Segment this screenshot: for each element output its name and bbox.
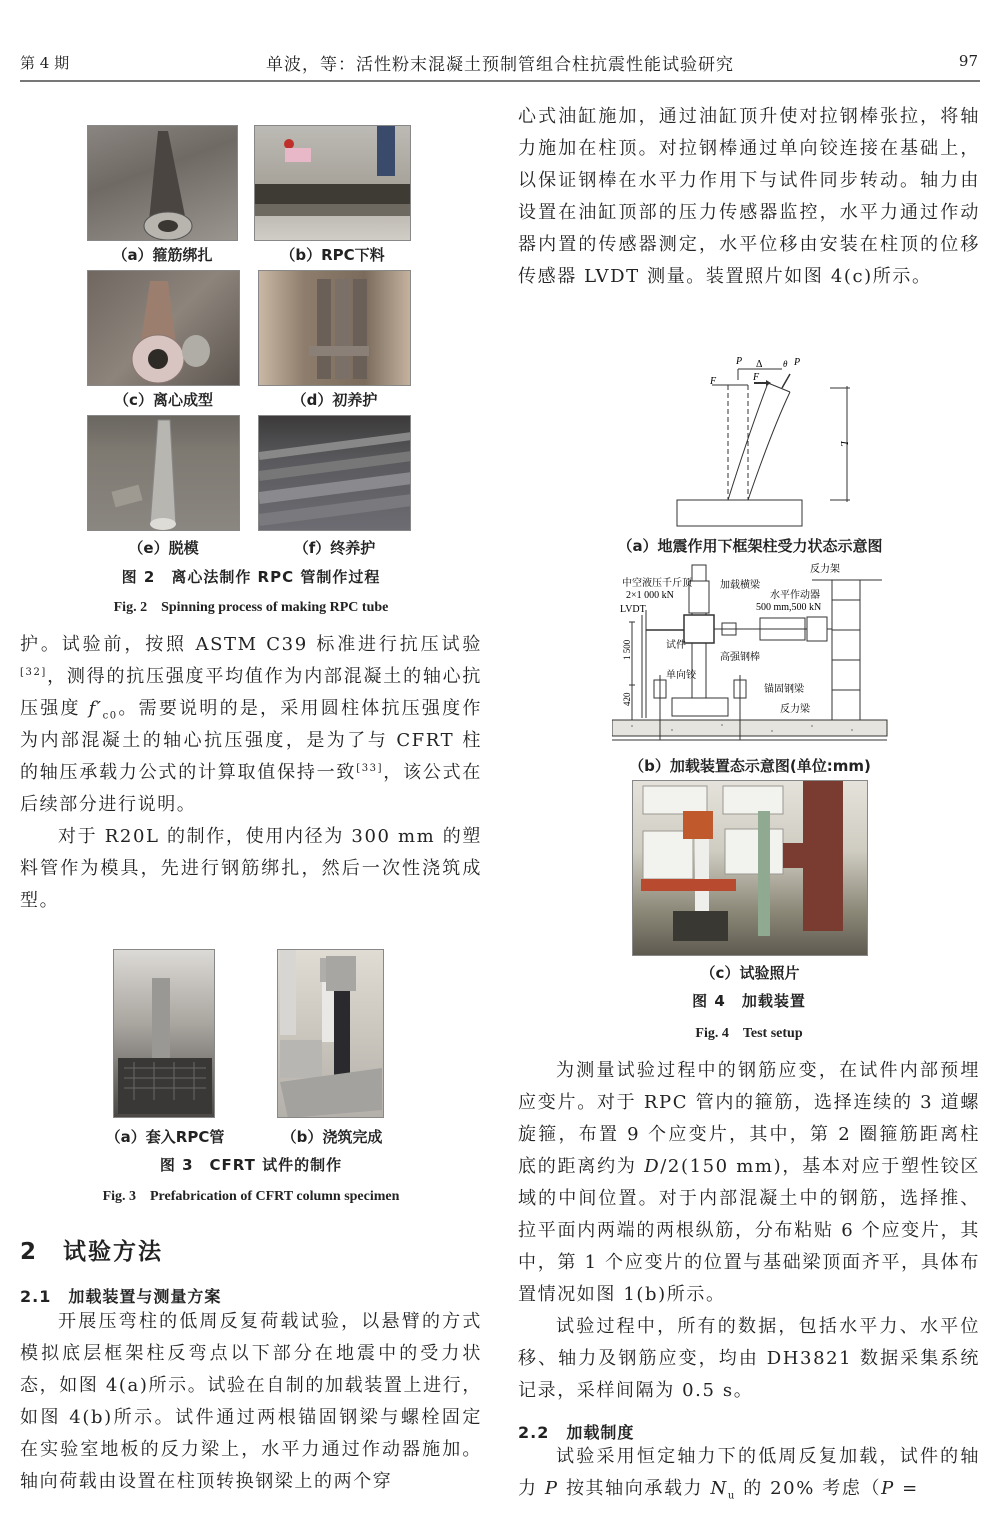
workers-image — [255, 126, 411, 241]
dimension-420: 420 — [622, 692, 632, 706]
fig2d-label: （d）初养护 — [291, 391, 378, 409]
paragraph-r20l: 对于 R20L 的制作，使用内径为 300 mm 的塑料管作为模具，先进行钢筋绑扎，然后一次性浇筑成型。 — [20, 826, 482, 911]
running-header — [20, 52, 980, 82]
photo-initial-curing — [258, 270, 411, 386]
label-jack-capacity: 2×1 000 kN — [626, 590, 674, 601]
cast-columns-image — [278, 950, 384, 1118]
curing-pit-image — [259, 271, 411, 386]
label-reaction-beam: 反力梁 — [780, 704, 810, 715]
centrifuge-image — [88, 271, 240, 386]
rotation-theta: θ — [783, 359, 788, 369]
section-2-2-heading: 2.2 加载制度 — [518, 1423, 635, 1442]
fig2f-label: （f）终养护 — [293, 539, 376, 557]
figure-4b-diagram — [612, 560, 892, 750]
paragraph-loading-protocol: 试验采用恒定轴力下的低周反复加载，试件的轴力 P 按其轴向承载力 $N_u$ 的 20% 考虑（P = — [518, 1446, 980, 1502]
cantilever-force-diagram — [600, 350, 900, 535]
fig4b-label: （b）加载装置态示意图(单位:mm) — [629, 757, 871, 775]
fig2c-label: （c）离心成型 — [114, 391, 213, 409]
right-text-block-1 — [518, 101, 980, 293]
page-number: 97 — [958, 52, 978, 70]
running-title: 单波，等：活性粉末混凝土预制管组合柱抗震性能试验研究 — [266, 55, 734, 75]
left-text-block-1 — [20, 629, 482, 917]
citation-32[interactable]: [32] — [20, 667, 47, 678]
loading-setup-diagram — [612, 560, 892, 750]
fig2-caption-en: Fig. 2 Spinning process of making RPC tube — [113, 600, 389, 615]
symbol-D: D — [644, 1156, 661, 1177]
length-L: L — [838, 441, 849, 447]
label-high-strength-rod: 高强钢棒 — [720, 652, 760, 663]
label-hinge: 单向铰 — [666, 670, 696, 681]
label-specimen: 试件 — [666, 640, 686, 651]
paragraph-loading-setup: 开展压弯柱的低周反复荷载试验，以悬臂的方式模拟底层框架柱反弯点以下部分在地震中的受力状态，如图 4(a)所示。试验在自制的加载装置上进行，如图 4(b)所示。试件通过两根锚固钢梁与螺栓固定在实验室地板的反力梁上，水平力通过作动器施加。轴向荷载由设置在柱顶转换钢梁上的两个穿 — [20, 1311, 482, 1492]
paragraph-compression-test: 护。试验前，按照 ASTM C39 标准进行抗压试验[32]，测得的抗压强度平均值作为内部混凝土的轴心抗压强度 $f'_{c0}$。需要说明的是，采用圆柱体抗压强度作为内部混凝土的轴心抗压强度，是为了与 CFRT 柱的轴压承载力公式的计算取值保持一致[33]，该公式在后续部分进行说明。 — [20, 634, 483, 815]
lab-setup-image — [633, 781, 868, 956]
figure-4a-diagram — [600, 350, 900, 535]
label-lvdt: LVDT — [620, 604, 646, 615]
photo-insert-rpc-tube — [113, 949, 215, 1118]
photo-rpc-feeding — [254, 125, 411, 241]
right-text-block-3 — [518, 1441, 980, 1505]
label-actuator-spec: 500 mm,500 kN — [756, 602, 822, 613]
fig3b-label: （b）浇筑完成 — [281, 1128, 383, 1146]
paragraph-strain-gauges: 为测量试验过程中的钢筋应变，在试件内部预埋应变片。对于 RPC 管内的箍筋，选择连续的 3 道螺旋箍，布置 9 个应变片，其中，第 2 圈箍筋距离柱底的距离约为 D/2(150 mm)，基本对应于塑性铰区域的中间位置。对于内部混凝土中的钢筋，选择推、拉平面内两端的两根纵筋，分布粘贴 6 个应变片，其中，第 1 个应变片的位置与基础梁顶面齐平，具体布置情况如图 1(b)所示。 — [518, 1060, 980, 1305]
tube-image — [88, 126, 238, 241]
fig4c-label: （c）试验照片 — [700, 964, 800, 982]
fig3-caption-en: Fig. 3 Prefabrication of CFRT column specimen — [102, 1189, 400, 1204]
label-anchor-beam: 锚固钢梁 — [764, 684, 804, 695]
citation-33[interactable]: [33] — [356, 763, 384, 774]
label-loading-beam: 加载横梁 — [720, 580, 760, 591]
photo-centrifugal-forming — [87, 270, 240, 386]
photo-casting-complete — [277, 949, 384, 1118]
section-2-1-heading: 2.1 加载装置与测量方案 — [20, 1287, 222, 1306]
load-P-right: P — [794, 357, 801, 368]
tubes-stack-image — [259, 416, 411, 531]
demolded-tube-image — [88, 416, 240, 531]
photo-test-setup — [632, 780, 868, 956]
label-reaction-frame: 反力架 — [810, 564, 840, 575]
photo-stirrup-binding — [87, 125, 238, 241]
photo-demolding — [87, 415, 240, 531]
tube-in-cage-image — [114, 950, 215, 1118]
section-2-heading: 2 试验方法 — [20, 1239, 164, 1265]
left-text-block-2 — [20, 1306, 482, 1498]
fig2a-label: （a）箍筋绑扎 — [112, 246, 213, 264]
fig4a-label: （a）地震作用下框架柱受力状态示意图 — [617, 537, 883, 555]
force-F-left: F — [710, 376, 717, 387]
paragraph-data-acquisition: 试验过程中，所有的数据，包括水平力、水平位移、轴力及钢筋应变，均由 DH3821 数据采集系统记录，采样间隔为 0.5 s。 — [518, 1316, 980, 1401]
fig2-caption-cn: 图 2 离心法制作 RPC 管制作过程 — [121, 568, 381, 586]
photo-final-curing — [258, 415, 411, 531]
force-F-right: F — [753, 372, 760, 383]
fig2e-label: （e）脱模 — [128, 539, 199, 557]
fig3-caption-cn: 图 3 CFRT 试件的制作 — [159, 1156, 343, 1174]
fig2b-label: （b）RPC下料 — [280, 246, 385, 264]
displacement-delta: Δ — [756, 359, 763, 370]
load-P-left: P — [736, 356, 743, 367]
fig4-caption-cn: 图 4 加载装置 — [692, 992, 806, 1010]
issue-number: 第 4 期 — [20, 54, 70, 72]
fig3a-label: （a）套入RPC管 — [105, 1128, 225, 1146]
paragraph-axial-load: 心式油缸施加，通过油缸顶升使对拉钢棒张拉，将轴力施加在柱顶。对拉钢棒通过单向铰连接在基础上，以保证钢棒在水平力作用下与试件同步转动。轴力由设置在油缸顶部的压力传感器监控，水平力通过作动器内置的传感器测定，水平位移由安装在柱顶的位移传感器 LVDT 测量。装置照片如图 4(c)所示。 — [518, 106, 980, 287]
dimension-1500: 1 500 — [622, 639, 632, 660]
label-actuator: 水平作动器 — [770, 590, 820, 601]
fig4-caption-en: Fig. 4 Test setup — [695, 1026, 803, 1041]
right-text-block-2 — [518, 1055, 980, 1407]
label-hollow-jack: 中空液压千斤顶 — [622, 578, 692, 589]
symbol-fc0: f′ — [88, 698, 103, 719]
